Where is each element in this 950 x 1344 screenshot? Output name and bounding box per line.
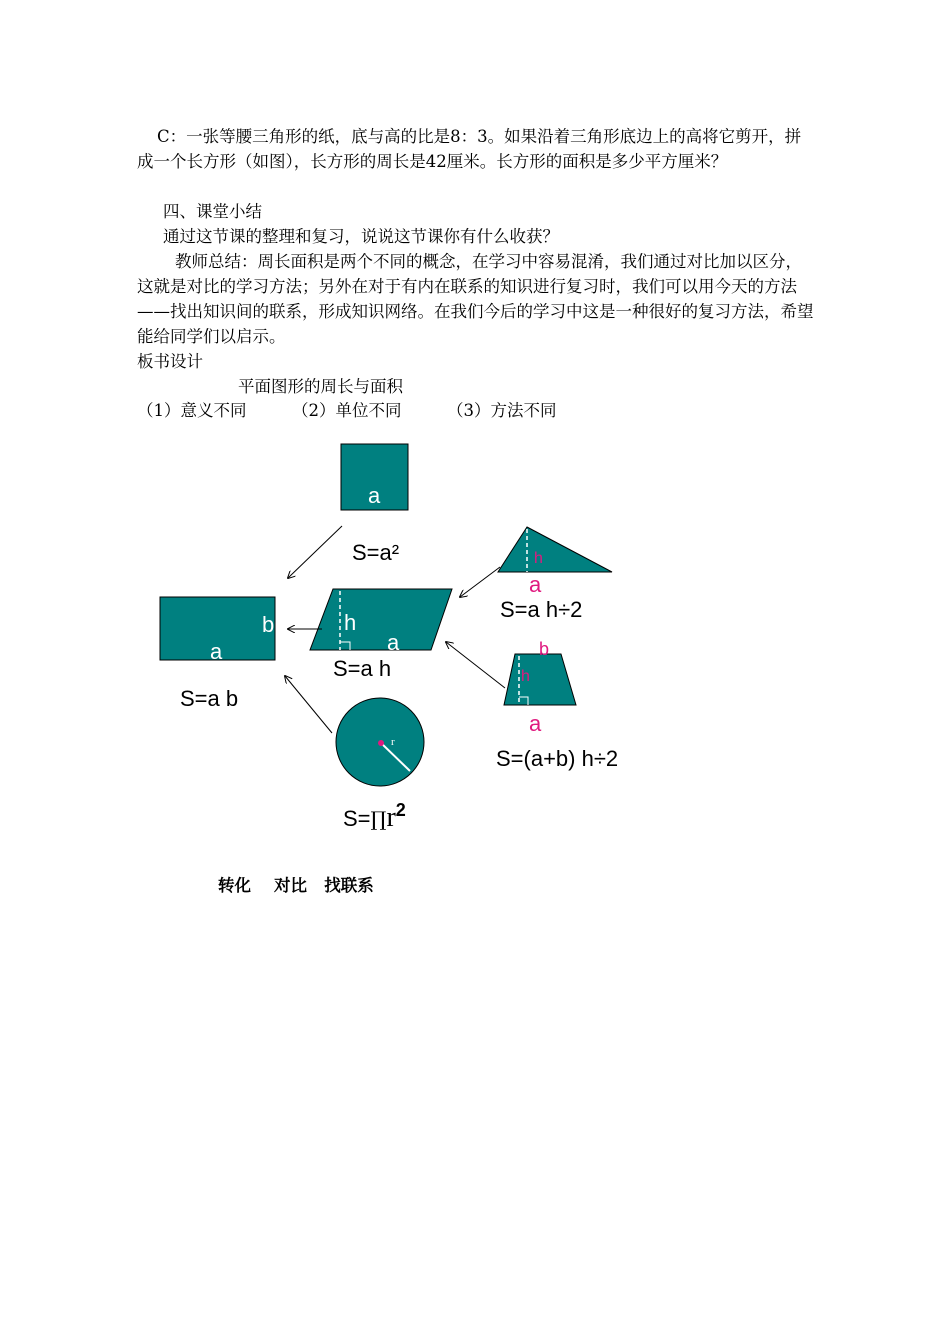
board-item-method: （3）方法不同 [447, 401, 557, 420]
rectangle-length-label: a [210, 639, 223, 664]
triangle-base-label: a [529, 572, 542, 597]
square-shape [341, 444, 408, 510]
parallelogram-base-label: a [387, 630, 400, 655]
question-c: C：一张等腰三角形的纸，底与高的比是8：3。如果沿着三角形底边上的高将它剪开，拼成一个长方形（如图），长方形的周长是42厘米。长方形的面积是多少平方厘米？ [137, 127, 802, 171]
square-formula: S=a² [352, 540, 400, 565]
board-items [137, 398, 557, 423]
trapezoid-height-label: h [521, 668, 530, 685]
footer-item-transform: 转化 [218, 876, 251, 895]
trapezoid-top-label: b [539, 639, 550, 659]
board-item-meaning: （1）意义不同 [137, 401, 247, 420]
rectangle-formula: S=a b [180, 686, 239, 711]
parallelogram-shape [310, 589, 452, 655]
board-footer [218, 872, 374, 896]
parallelogram-formula: S=a h [333, 656, 392, 681]
square-side-label: a [368, 483, 381, 508]
triangle-formula: S=a h÷2 [500, 597, 583, 622]
trapezoid-shape [504, 639, 576, 736]
rectangle-width-label: b [262, 612, 275, 637]
trapezoid-formula: S=(a+b) h÷2 [496, 746, 619, 771]
board-title: 平面图形的周长与面积 [238, 377, 403, 396]
rectangle-shape [160, 597, 275, 664]
board-design-heading: 板书设计 [137, 352, 203, 371]
section-heading-summary: 四、课堂小结 [163, 202, 262, 221]
circle-formula: $S=\prod r^2$ [343, 800, 406, 833]
area-formula-diagram [0, 430, 950, 850]
triangle-shape [498, 527, 612, 597]
teacher-summary: 教师总结：周长面积是两个不同的概念，在学习中容易混淆，我们通过对比加以区分，这就是对比的学习方法；另外在对于有内在联系的知识进行复习时，我们可以用今天的方法——找出知识间的联系，形成知识网络。在我们今后的学习中这是一种很好的复习方法，希望能给同学们以启示。 [137, 252, 814, 346]
circle-radius-label: r [391, 736, 395, 748]
circle-shape [336, 698, 424, 786]
footer-item-connect: 找联系 [324, 876, 374, 895]
summary-question: 通过这节课的整理和复习，说说这节课你有什么收获？ [163, 227, 559, 246]
parallelogram-height-label: h [344, 610, 357, 635]
board-item-unit: （2）单位不同 [292, 401, 402, 420]
footer-item-compare: 对比 [273, 876, 307, 895]
triangle-height-label: h [534, 550, 543, 567]
trapezoid-bottom-label: a [529, 711, 542, 736]
